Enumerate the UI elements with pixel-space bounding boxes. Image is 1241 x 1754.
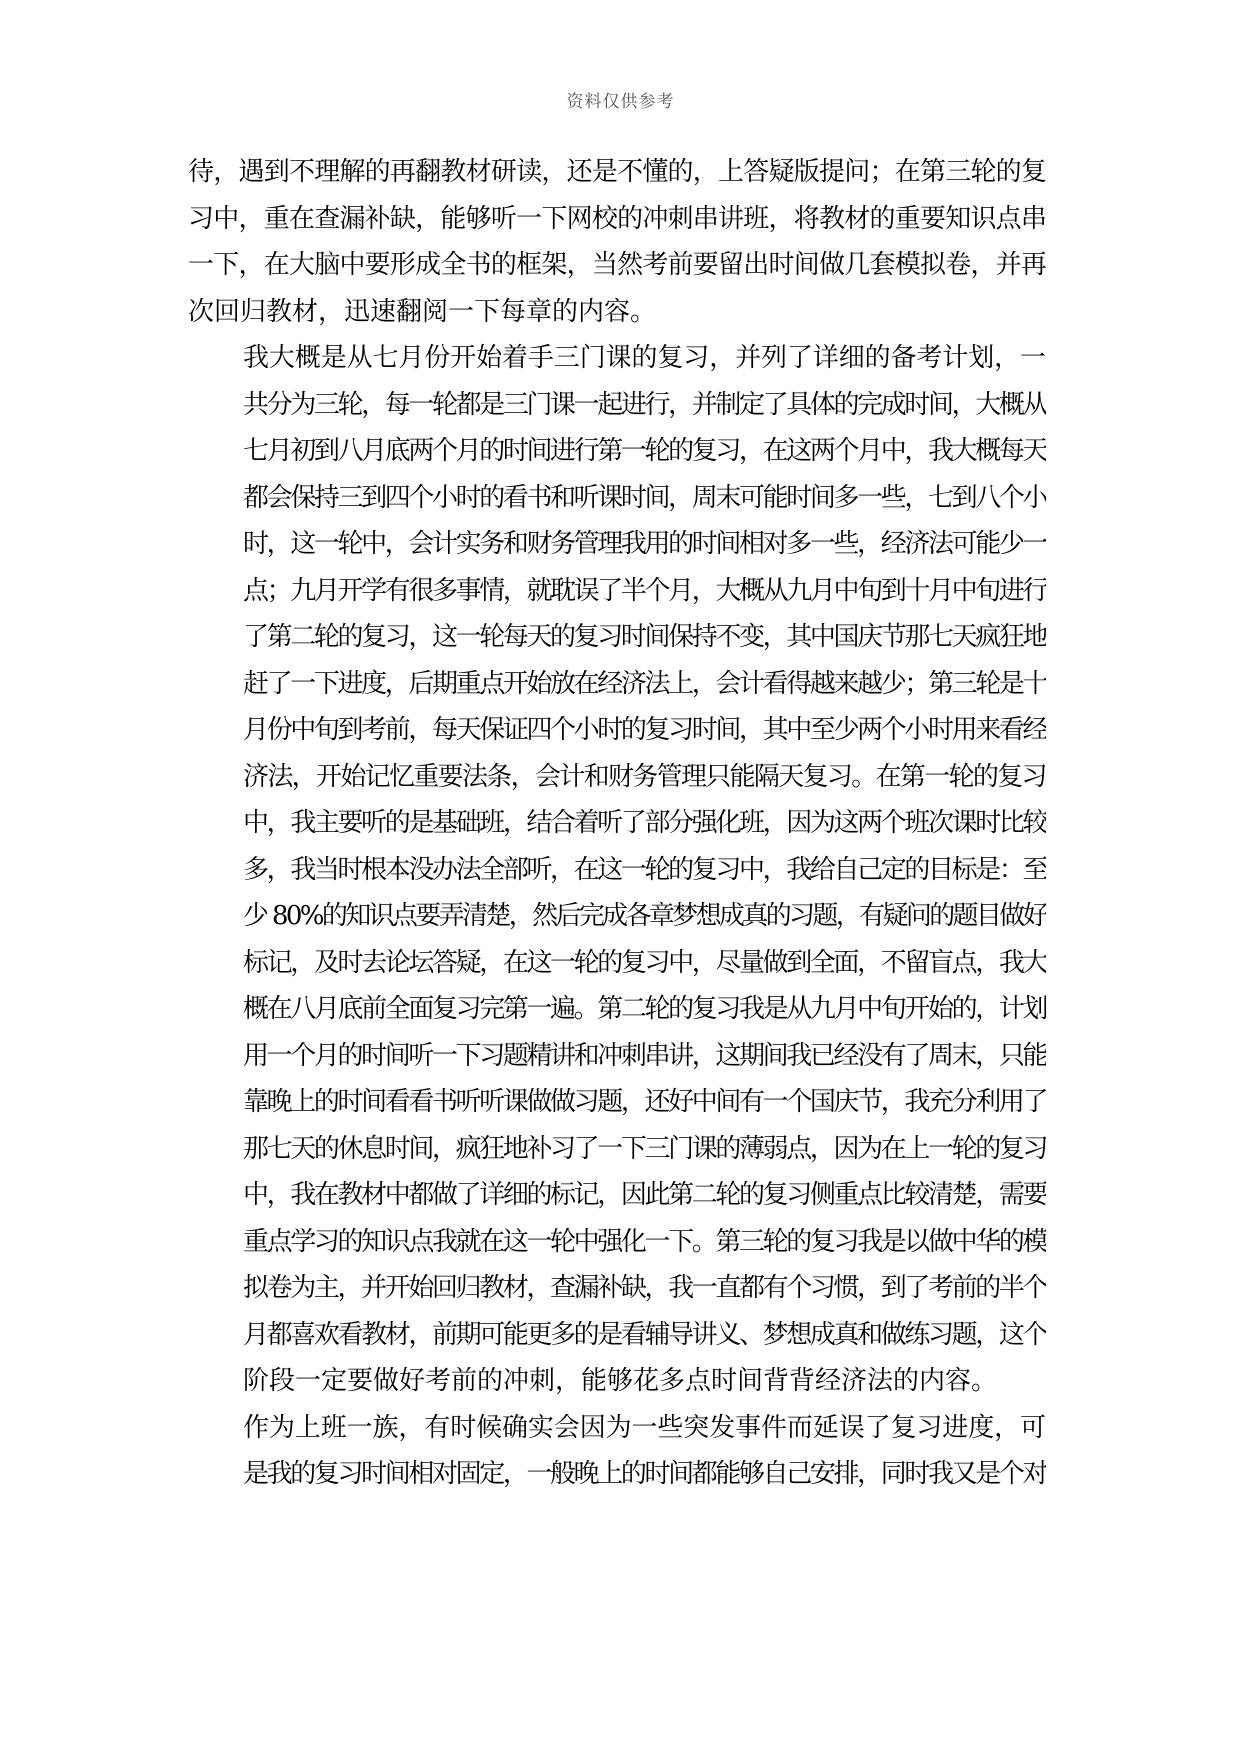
text-line: 作为上班一族，有时候确实会因为一些突发事件而延误了复习进度，可 (243, 1412, 1046, 1443)
text-line: 那七天的休息时间，疯狂地补习了一下三门课的薄弱点，因为在上一轮的复习 (243, 1133, 1046, 1164)
text-line: 都会保持三到四个小时的看书和听课时间，周末可能时间多一些，七到八个小 (243, 482, 1046, 513)
text-line: 次回归教材，迅速翻阅一下每章的内容。 (188, 296, 657, 327)
text-line: 中，我在教材中都做了详细的标记，因此第二轮的复习侧重点比较清楚，需要 (243, 1180, 1046, 1210)
text-line: 了第二轮的复习，这一轮每天的复习时间保持不变，其中国庆节那七天疯狂地 (243, 622, 1046, 652)
text-line: 重点学习的知识点我就在这一轮中强化一下。第三轮的复习我是以做中华的模 (243, 1226, 1046, 1257)
text-line: 用一个月的时间听一下习题精讲和冲刺串讲，这期间我已经没有了周末，只能 (243, 1040, 1046, 1071)
text-line: 我大概是从七月份开始着手三门课的复习，并列了详细的备考计划，一 (243, 343, 1046, 373)
text-line: 点；九月开学有很多事情，就耽误了半个月，大概从九月中旬到十月中旬进行 (243, 575, 1046, 606)
text-line: 月都喜欢看教材，前期可能更多的是看辅导讲义、梦想成真和做练习题，这个 (243, 1319, 1046, 1350)
text-line: 中，我主要听的是基础班，结合着听了部分强化班，因为这两个班次课时比较 (243, 808, 1046, 838)
page-header: 资料仅供参考 (566, 92, 675, 112)
text-line: 时，这一轮中，会计实务和财务管理我用的时间相对多一些，经济法可能少一 (243, 529, 1046, 559)
text-line: 一下，在大脑中要形成全书的框架，当然考前要留出时间做几套模拟卷，并再 (188, 250, 1046, 280)
text-line: 共分为三轮，每一轮都是三门课一起进行，并制定了具体的完成时间，大概从 (243, 389, 1046, 420)
paragraph (188, 335, 1046, 1405)
paragraph (188, 1405, 1046, 1498)
text-line: 靠晚上的时间看看书听听课做做习题，还好中间有一个国庆节，我充分利用了 (243, 1087, 1046, 1117)
document-body (188, 149, 1046, 1498)
text-line: 赶了一下进度，后期重点开始放在经济法上，会计看得越来越少；第三轮是十 (243, 668, 1046, 699)
text-line: 阶段一定要做好考前的冲刺，能够花多点时间背背经济法的内容。 (243, 1366, 998, 1396)
text-line: 标记，及时去论坛答疑，在这一轮的复习中，尽量做到全面，不留盲点，我大 (243, 947, 1046, 978)
text-line: 七月初到八月底两个月的时间进行第一轮的复习，在这两个月中，我大概每天 (243, 436, 1046, 466)
text-line: 少 80%的知识点要弄清楚，然后完成各章梦想成真的习题，有疑问的题目做好 (243, 901, 1046, 931)
text-line: 月份中旬到考前，每天保证四个小时的复习时间，其中至少两个小时用来看经 (243, 715, 1046, 745)
text-line: 济法，开始记忆重要法条，会计和财务管理只能隔天复习。在第一轮的复习 (243, 761, 1046, 792)
paragraph (188, 149, 1046, 335)
text-line: 习中，重在查漏补缺，能够听一下网校的冲刺串讲班，将教材的重要知识点串 (188, 203, 1046, 234)
text-line: 概在八月底前全面复习完第一遍。第二轮的复习我是从九月中旬开始的，计划 (243, 994, 1046, 1024)
text-line: 是我的复习时间相对固定，一般晚上的时间都能够自己安排，同时我又是个对 (243, 1459, 1046, 1489)
text-line: 拟卷为主，并开始回归教材，查漏补缺，我一直都有个习惯，到了考前的半个 (243, 1273, 1046, 1303)
text-line: 多，我当时根本没办法全部听，在这一轮的复习中，我给自己定的目标是：至 (243, 854, 1046, 885)
text-line: 待，遇到不理解的再翻教材研读，还是不懂的，上答疑版提问；在第三轮的复 (188, 157, 1046, 187)
